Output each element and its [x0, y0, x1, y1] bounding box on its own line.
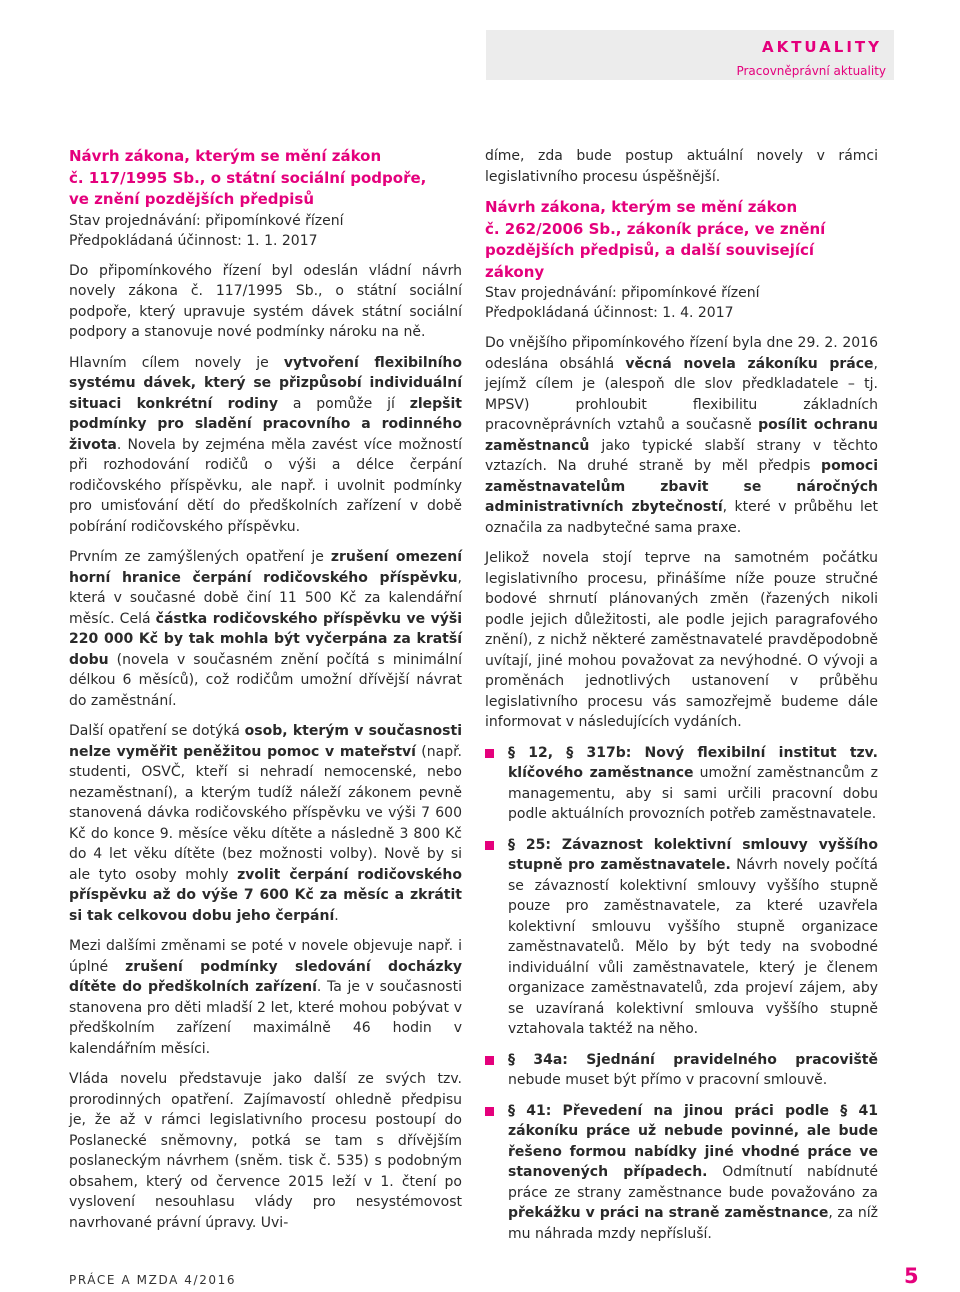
- effective-date-line: Předpokládaná účinnost: 1. 1. 2017: [69, 232, 318, 249]
- section-title: AKTUALITY: [761, 38, 882, 56]
- left-column: [69, 146, 462, 1243]
- list-item: § 25: Závaznost kolektivní smlouvy vyššího stupně pro zaměstnavatele. Návrh novely počítá se závazností kolektivní smlouvy vyššího stupně pouze pro zaměstnavatele, za které uzavřela kolektivní smlouvu vyššího stupně organizace zaměstnavatelů. Mělo by být tedy na svobodné individuální vůli zaměstnavatele, který je členem organizace zaměstnavatelů, zda projeví zájem, aby se uzavíraná kolektivní smlouva vyššího stupně vztahovala taktéž na něho.: [485, 835, 878, 1040]
- paragraph: Mezi dalšími změnami se poté v novele objevuje např. i úplné zrušení podmínky sledování docházky dítěte do předškolních zařízení. Ta je v současnosti stanovena pro děti mladší 2 let, které mohou pobývat v předškolním zařízení maximálně 46 hodin v kalendářním měsíci.: [69, 938, 462, 1057]
- effective-date-line: Předpokládaná účinnost: 1. 4. 2017: [485, 305, 734, 321]
- paragraph: Do připomínkového řízení byl odeslán vládní návrh novely zákona č. 117/1995 Sb., o státní sociální podpoře, který upravuje systém dávek státní sociální podpory a stanovuje nové podmínky nároku na ně.: [69, 262, 462, 340]
- paragraph: Další opatření se dotýká osob, kterým v současnosti nelze vyměřit peněžitou pomoc v mateřství (např. studenti, OSVČ, kteří si nehradí nemocenské, nebo nezaměstnaní), a kterým tudíž náleží zákonem pevně stanovená dávka rodičovského příspěvku ve výši 7 600 Kč do konce 9. měsíce věku dítěte a následně 3 800 Kč do 4 let věku dítěte (bez možnosti volby). Nově by si ale tyto osoby mohly zvolit čerpání rodičovského příspěvku až do výše 7 600 Kč za měsíc a zkrátit si tak celkovou dobu jeho čerpání.: [69, 723, 463, 924]
- list-item: § 41: Převedení na jinou práci podle § 41 zákoníku práce už nebude povinné, ale bude řešeno formou nabídky jiné vhodné práce ve stanovených případech. Odmítnutí nabídnuté práce ze strany zaměstnance bude považováno za překážku v práci na straně zaměstnance, za níž mu náhrada mzdy nepřísluší.: [485, 1101, 878, 1245]
- paragraph: díme, zda bude postup aktuální novely v rámci legislativního procesu úspěšnější.: [485, 148, 878, 185]
- paragraph: Hlavním cílem novely je vytvoření flexibilního systému dávek, který se přizpůsobí individuální situaci konkrétní rodiny a pomůže jí zlepšit podmínky pro sladění pracovního a rodinného života. Novela by zejména měla zavést více možností při rozhodování rodičů o výši a délce čerpání rodičovského příspěvku, ale např. i uvolnit podmínky pro umisťování dětí do předškolních zařízení v době pobírání rodičovského příspěvku.: [69, 354, 462, 535]
- article-head-1: [69, 146, 462, 251]
- bullet-square-icon: [485, 1056, 494, 1065]
- publication-footer: PRÁCE A MZDA 4/2016: [69, 1273, 237, 1287]
- list-item: § 34a: Sjednání pravidelného pracoviště nebude muset být přímo v pracovní smlouvě.: [485, 1050, 878, 1091]
- article-title-2: Návrh zákona, kterým se mění zákon č. 262/2006 Sb., zákoník práce, ve znění pozdějších předpisů, a další související zákony: [485, 198, 826, 281]
- bullet-square-icon: [485, 841, 494, 850]
- article-title-1: Návrh zákona, kterým se mění zákon č. 117/1995 Sb., o státní sociální podpoře, ve znění pozdějších předpisů: [69, 147, 427, 208]
- paragraph: Do vnějšího připomínkového řízení byla dne 29. 2. 2016 odeslána obsáhlá věcná novela zákoníku práce, jejímž cílem je (alespoň dle slov předkladatele – tj. MPSV) prohloubit flexibilitu základních pracovněprávních vztahů a současně posílit ochranu zaměstnanců jako typické slabší strany v těchto vztazích. Na druhé straně by měl předpis pomoci zaměstnavatelům zbavit se náročných administrativních zbytečností, které v průběhu let označila za nadbytečné sama praxe.: [485, 335, 879, 536]
- paragraph: Prvním ze zamýšlených opatření je zrušení omezení horní hranice čerpání rodičovského příspěvku, která v současné době činí 11 500 Kč za kalendářní měsíc. Celá částka rodičovského příspěvku ve výši 220 000 Kč by tak mohla být vyčerpána za kratší dobu (novela v současném znění počítá s minimální délkou 6 měsíců), což rodičům umožní dřívější návrat do zaměstnání.: [69, 549, 463, 709]
- status-line: Stav projednávání: připomínkové řízení: [485, 285, 760, 301]
- paragraph: Vláda novelu představuje jako další ze svých tzv. prorodinných opatření. Zajímavostí ohledně předpisu je, že až v rámci legislativního procesu postoupí do Poslanecké sněmovny, potká se tam s dřívějším poslaneckým návrhem (sněm. tisk č. 535) s podobným obsahem, který od července 2015 leží v 1. čtení po vyslovení nesouhlasu vlády pro nesystémovost navrhované právní úpravy. Uvi-: [69, 1071, 462, 1231]
- bullet-square-icon: [485, 1107, 494, 1116]
- paragraph: Jelikož novela stojí teprve na samotném počátku legislativního procesu, přinášíme níže pouze stručné bodové shrnutí plánovaných změn (řazených nikoli podle jejich důležitosti, ale podle jejich paragrafového znění), z nichž některé zaměstnavatelé pravděpodobně uvítají, jiné mohou považovat za nevýhodné. O vývoji a proměnách jednotlivých ustanovení v průběhu legislativního procesu vás samozřejmě budeme dále informovat v následujících vydáních.: [485, 550, 878, 730]
- page-number: 5: [904, 1264, 919, 1288]
- article-head-2: [485, 197, 878, 323]
- list-item: § 12, § 317b: Nový flexibilní institut tzv. klíčového zaměstnance umožní zaměstnancům z managementu, aby si sami určili pracovní dobu podle aktuálních provozních potřeb zaměstnavatele.: [485, 743, 878, 825]
- bullet-square-icon: [485, 749, 494, 758]
- status-line: Stav projednávání: připomínkové řízení: [69, 212, 344, 229]
- change-list: [485, 743, 878, 1245]
- right-column: [485, 146, 878, 1254]
- section-subtitle: Pracovněprávní aktuality: [736, 64, 886, 78]
- section-header: [486, 30, 894, 80]
